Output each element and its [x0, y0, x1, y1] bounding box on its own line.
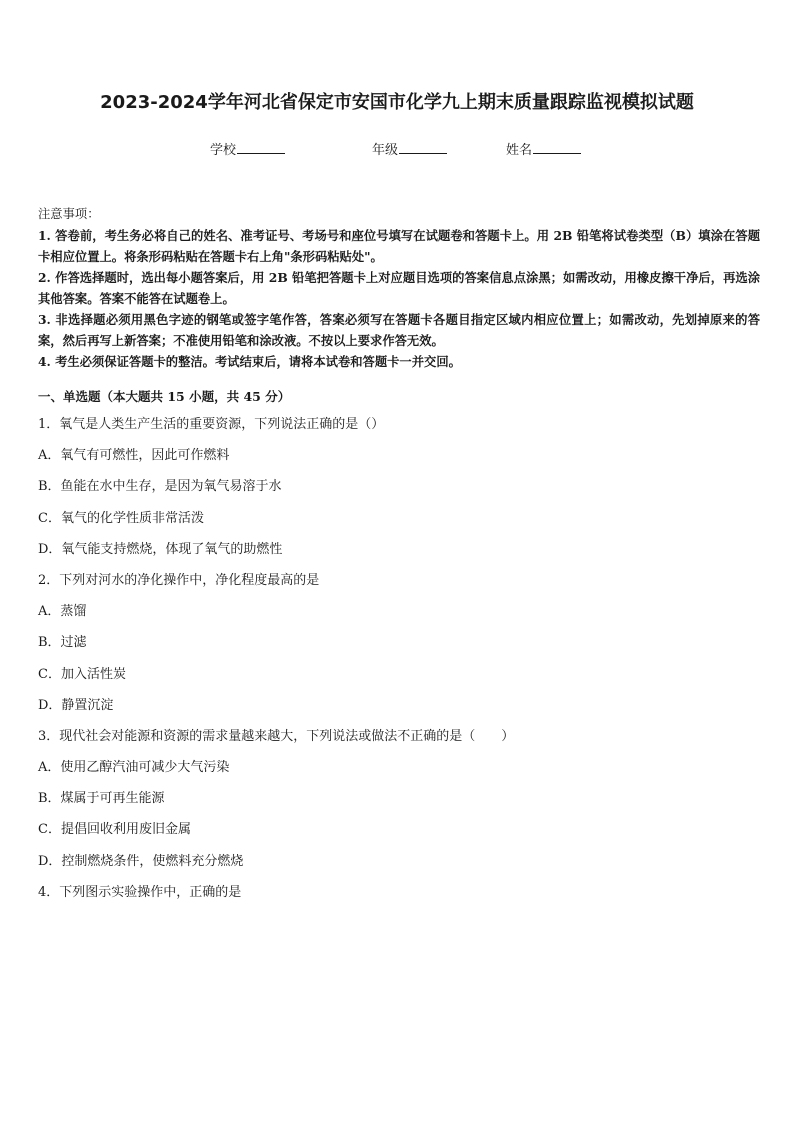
school-label: 学校	[210, 143, 237, 158]
question-stem: 3．现代社会对能源和资源的需求量越来越大，下列说法或做法不正确的是（ ）	[38, 728, 515, 744]
question-option: D．控制燃烧条件，使燃料充分燃烧	[38, 853, 244, 869]
question-option: C．提倡回收利用废旧金属	[38, 822, 191, 838]
notice-heading: 注意事项：	[38, 207, 100, 221]
question-option: B．过滤	[38, 635, 87, 651]
notice-item-4: 4. 考生必须保证答题卡的整洁。考试结束后，请将本试卷和答题卡一并交回。	[38, 354, 461, 369]
notice-item-2: 2. 作答选择题时，选出每小题答案后，用 2B 铅笔把答题卡上对应题目选项的答案信息点涂黑；如需改动，用橡皮擦干净后，再选涂其他答案。答案不能答在试题卷上。	[38, 270, 760, 306]
question-option: D．氧气能支持燃烧，体现了氧气的助燃性	[38, 541, 283, 557]
question-option: A．使用乙醇汽油可减少大气污染	[38, 760, 230, 776]
question-option: A．氧气有可燃性，因此可作燃料	[38, 448, 230, 464]
grade-blank	[399, 140, 447, 154]
question-option: A．蒸馏	[38, 604, 87, 620]
question-option: C．氧气的化学性质非常活泼	[38, 510, 204, 526]
question-stem: 4．下列图示实验操作中，正确的是	[38, 884, 242, 900]
question-stem: 1．氧气是人类生产生活的重要资源，下列说法正确的是（）	[38, 417, 385, 432]
name-label: 姓名	[506, 143, 533, 158]
school-field	[210, 139, 285, 158]
grade-field	[372, 139, 447, 158]
notice-item-1: 1. 答卷前，考生务必将自己的姓名、准考证号、考场号和座位号填写在试题卷和答题卡上。用 2B 铅笔将试卷类型（B）填涂在答题卡相应位置上。将条形码粘贴在答题卡右上角"条形码粘贴处"。	[38, 228, 760, 264]
page-title: 2023-2024学年河北省保定市安国市化学九上期末质量跟踪监视模拟试题	[100, 92, 694, 113]
grade-label: 年级	[372, 143, 399, 158]
question-stem: 2．下列对河水的净化操作中，净化程度最高的是	[38, 572, 320, 588]
section-title: 一、单选题（本大题共 15 小题，共 45 分）	[38, 389, 291, 404]
question-option: D．静置沉淀	[38, 697, 114, 713]
question-option: B．煤属于可再生能源	[38, 791, 165, 807]
name-field	[506, 139, 581, 158]
name-blank	[533, 140, 581, 154]
notice-item-3: 3. 非选择题必须用黑色字迹的钢笔或签字笔作答，答案必须写在答题卡各题目指定区域内相应位置上；如需改动，先划掉原来的答案，然后再写上新答案；不准使用铅笔和涂改液。不按以上要求作答无效。	[38, 312, 760, 348]
notice-block	[38, 204, 760, 372]
questions-block	[38, 385, 760, 908]
question-option: C．加入活性炭	[38, 666, 126, 682]
question-option: B．鱼能在水中生存，是因为氧气易溶于水	[38, 479, 282, 495]
school-blank	[237, 140, 285, 154]
